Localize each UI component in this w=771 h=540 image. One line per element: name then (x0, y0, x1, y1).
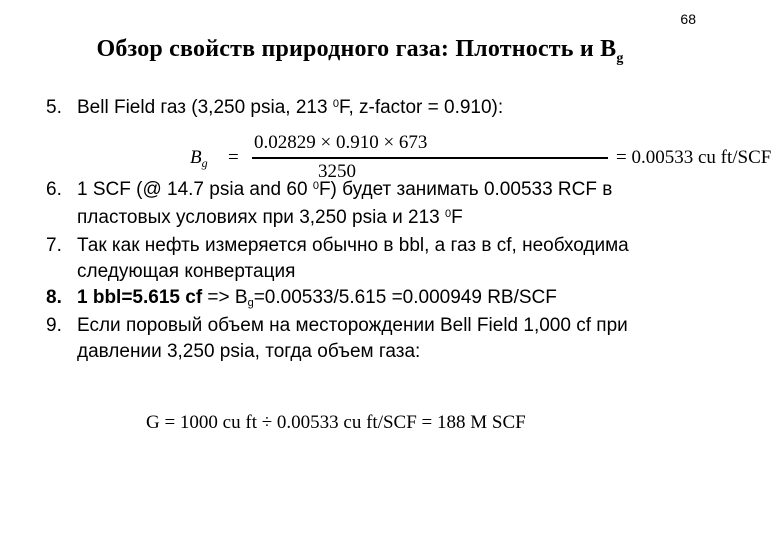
item-number: 6. (46, 179, 62, 200)
item-number: 7. (46, 235, 62, 256)
page-number: 68 (680, 11, 696, 27)
item-number: 8. (46, 287, 62, 308)
formula-equals: = (228, 147, 239, 168)
list-item-9 (46, 313, 696, 365)
fraction-bar (252, 157, 608, 159)
formula-numerator: 0.02829 × 0.910 × 673 (254, 132, 428, 153)
item-number: 5. (46, 97, 62, 118)
formula-denominator: 3250 (318, 161, 356, 182)
list-item-6 (46, 177, 696, 233)
item-text: 1 SCF (@ 14.7 psia and 60 $^0$F) будет занимать 0.00533 RCF в пластовых условиях при 3,250 psia и 213 $^0$F (77, 179, 613, 228)
slide-title (0, 36, 720, 66)
list-item-7 (46, 233, 696, 285)
title-main: Обзор свойств природного газа: Плотность и B (96, 36, 617, 62)
item-number: 9. (46, 315, 62, 336)
item-text: Bell Field газ (3,250 psia, 213 $^0$F, z-factor = 0.910): (77, 97, 504, 118)
formula-gas-volume: G = 1000 cu ft ÷ 0.00533 cu ft/SCF = 188 M SCF (146, 412, 526, 433)
item-text: 1 bbl=5.615 cf => $B_g=0.00533/5.615 =0.000949$ RB/SCF (77, 287, 557, 309)
item-text: Если поровый объем на месторождении Bell Field 1,000 cf при давлении 3,250 psia, тогда объем газа: (77, 315, 628, 362)
formula-lhs: $B_g$ (190, 147, 208, 170)
list-item-8 (46, 285, 696, 313)
list-item-5 (46, 95, 696, 123)
item-text: Так как нефть измеряется обычно в bbl, а газ в cf, необходима следующая конвертация (77, 235, 629, 282)
title-subscript: g (616, 51, 624, 66)
formula-result: = 0.00533 cu ft/SCF (616, 147, 771, 168)
